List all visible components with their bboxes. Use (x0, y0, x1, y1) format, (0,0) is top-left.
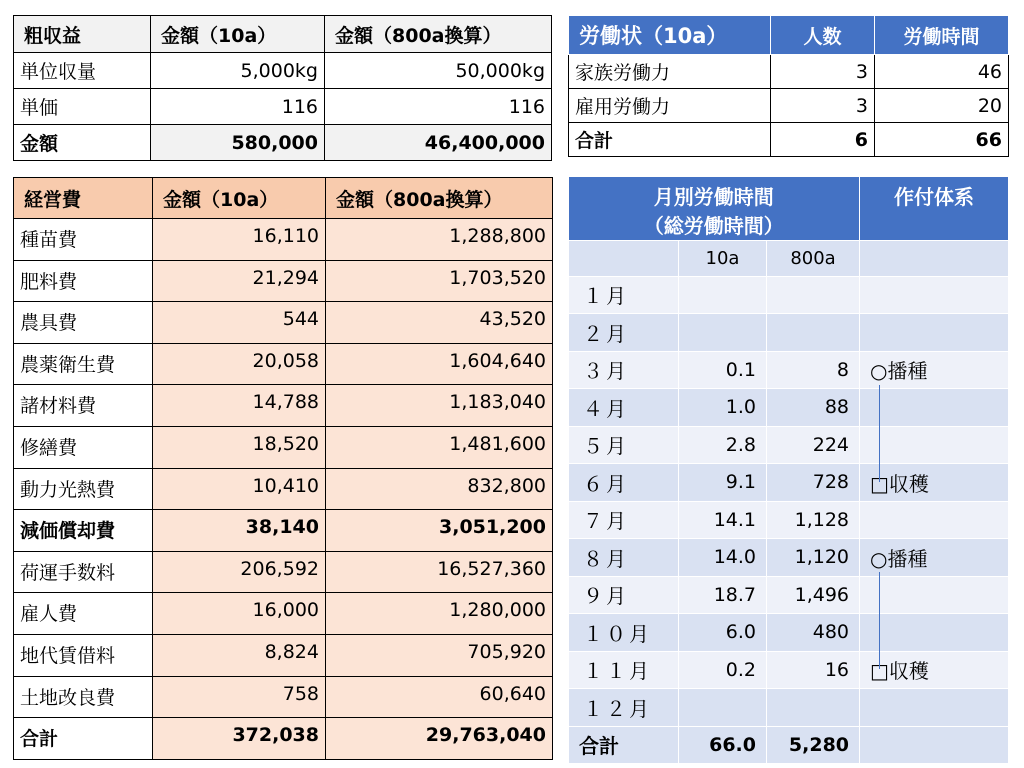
value-800a: 480 (767, 614, 860, 652)
value-10a (679, 689, 767, 727)
value-800a: 832,800 (326, 468, 553, 510)
value-10a: 16,110 (153, 219, 326, 261)
month-label: ６月 (569, 464, 679, 502)
table-row (14, 718, 553, 760)
value-10a: 116 (151, 89, 325, 125)
table-row (569, 276, 1009, 314)
labor-table (568, 15, 1009, 157)
crop-stage (860, 501, 1009, 539)
table-row (14, 468, 553, 510)
value-800a: 1,481,600 (326, 426, 553, 468)
value-800a: 1,120 (767, 539, 860, 577)
column-header: 金額（10a） (151, 16, 325, 53)
row-label: 土地改良費 (14, 676, 153, 718)
value-800a: 43,520 (326, 302, 553, 344)
crop-period-line-1 (879, 385, 880, 482)
value-800a: 5,280 (767, 726, 860, 764)
row-label: 諸材料費 (14, 385, 153, 427)
row-label: 地代賃借料 (14, 634, 153, 676)
table-header-row (569, 177, 1009, 240)
table-header-row (569, 16, 1009, 55)
table-row (569, 314, 1009, 352)
table-row (14, 343, 553, 385)
labor-hours: 66 (875, 123, 1009, 157)
month-label: １月 (569, 276, 679, 314)
table-row (14, 426, 553, 468)
value-10a: 544 (153, 302, 326, 344)
row-label: 荷運手数料 (14, 551, 153, 593)
table-row (569, 389, 1009, 427)
value-10a: 18.7 (679, 576, 767, 614)
value-800a: 60,640 (326, 676, 553, 718)
value-10a (679, 314, 767, 352)
value-10a: 14.1 (679, 501, 767, 539)
operating-cost-table (13, 177, 553, 760)
people-count: 3 (771, 55, 875, 89)
table-row (14, 634, 553, 676)
row-label: 動力光熱費 (14, 468, 153, 510)
table-row (569, 501, 1009, 539)
column-header: 金額（800a換算） (326, 178, 553, 219)
crop-stage (860, 576, 1009, 614)
value-800a: 705,920 (326, 634, 553, 676)
month-label: １１月 (569, 651, 679, 689)
table-row (14, 676, 553, 718)
value-10a: 18,520 (153, 426, 326, 468)
table-row (14, 551, 553, 593)
value-800a: 1,128 (767, 501, 860, 539)
table-row (569, 55, 1009, 89)
crop-stage (860, 614, 1009, 652)
value-800a: 1,703,520 (326, 260, 553, 302)
table-row (569, 576, 1009, 614)
table-row (569, 89, 1009, 123)
value-10a (679, 276, 767, 314)
value-800a: 1,604,640 (326, 343, 553, 385)
month-label: ９月 (569, 576, 679, 614)
row-label: 農薬衛生費 (14, 343, 153, 385)
header-line: （総労働時間） (643, 214, 784, 238)
row-label: 肥料費 (14, 260, 153, 302)
value-800a (767, 314, 860, 352)
value-800a: 116 (325, 89, 552, 125)
value-10a: 14.0 (679, 539, 767, 577)
value-10a: 0.2 (679, 651, 767, 689)
table-row-total (569, 123, 1009, 157)
value-800a: 50,000kg (325, 53, 552, 89)
value-10a: 758 (153, 676, 326, 718)
header-line: 月別労働時間 (653, 185, 774, 209)
value-10a: 206,592 (153, 551, 326, 593)
value-800a: 224 (767, 426, 860, 464)
value-800a: 8 (767, 351, 860, 389)
value-10a: 14,788 (153, 385, 326, 427)
column-header: 人数 (771, 16, 875, 55)
value-800a: 46,400,000 (325, 125, 552, 161)
labor-hours: 46 (875, 55, 1009, 89)
table-row (569, 464, 1009, 502)
table-row (569, 426, 1009, 464)
row-label: 合計 (569, 123, 771, 157)
table-row (14, 593, 553, 635)
people-count: 3 (771, 89, 875, 123)
table-row (14, 260, 553, 302)
value-800a (767, 276, 860, 314)
month-label: ７月 (569, 501, 679, 539)
column-header: 労働状（10a） (569, 16, 771, 55)
value-10a: 21,294 (153, 260, 326, 302)
row-label: 雇人費 (14, 593, 153, 635)
value-10a: 5,000kg (151, 53, 325, 89)
value-800a: 16,527,360 (326, 551, 553, 593)
value-800a: 1,183,040 (326, 385, 553, 427)
table-row (14, 302, 553, 344)
crop-stage: □収穫 (860, 651, 1009, 689)
column-header: 金額（800a換算） (325, 16, 552, 53)
crop-stage (860, 276, 1009, 314)
monthly-hours-header (569, 177, 860, 240)
empty-cell (860, 240, 1009, 276)
row-label: 種苗費 (14, 219, 153, 261)
table-row (569, 651, 1009, 689)
table-row (14, 510, 553, 552)
crop-stage (860, 426, 1009, 464)
value-10a: 372,038 (153, 718, 326, 760)
column-header: 粗収益 (14, 16, 151, 53)
column-header: 経営費 (14, 178, 153, 219)
column-header: 金額（10a） (153, 178, 326, 219)
value-800a: 1,280,000 (326, 593, 553, 635)
empty-cell (860, 726, 1009, 764)
table-row (569, 614, 1009, 652)
value-800a: 88 (767, 389, 860, 427)
row-label: 単位収量 (14, 53, 151, 89)
value-800a: 29,763,040 (326, 718, 553, 760)
column-header: 労働時間 (875, 16, 1009, 55)
row-label: 雇用労働力 (569, 89, 771, 123)
value-10a: 10,410 (153, 468, 326, 510)
crop-system-header: 作付体系 (860, 177, 1009, 240)
month-label: ５月 (569, 426, 679, 464)
value-800a (767, 689, 860, 727)
crop-period-line-2 (879, 572, 880, 669)
value-10a: 0.1 (679, 351, 767, 389)
table-header-row (14, 16, 552, 53)
table-header-row (14, 178, 553, 219)
month-label: １２月 (569, 689, 679, 727)
value-10a: 16,000 (153, 593, 326, 635)
gross-revenue-table (13, 15, 552, 161)
table-row (14, 89, 552, 125)
table-row (14, 53, 552, 89)
column-header: 800a (767, 240, 860, 276)
value-10a: 38,140 (153, 510, 326, 552)
column-header: 10a (679, 240, 767, 276)
monthly-labor-table (568, 177, 1009, 764)
people-count: 6 (771, 123, 875, 157)
crop-stage (860, 389, 1009, 427)
value-10a: 20,058 (153, 343, 326, 385)
value-10a: 1.0 (679, 389, 767, 427)
value-10a: 9.1 (679, 464, 767, 502)
table-row (569, 539, 1009, 577)
month-label: ８月 (569, 539, 679, 577)
value-10a: 6.0 (679, 614, 767, 652)
row-label: 修繕費 (14, 426, 153, 468)
table-row (14, 219, 553, 261)
value-10a: 66.0 (679, 726, 767, 764)
table-row (14, 385, 553, 427)
crop-stage (860, 314, 1009, 352)
empty-cell (569, 240, 679, 276)
table-row (569, 689, 1009, 727)
row-label: 単価 (14, 89, 151, 125)
crop-stage: ○播種 (860, 539, 1009, 577)
value-10a: 8,824 (153, 634, 326, 676)
value-800a: 728 (767, 464, 860, 502)
month-label: ２月 (569, 314, 679, 352)
value-800a: 1,496 (767, 576, 860, 614)
crop-stage (860, 689, 1009, 727)
row-label: 金額 (14, 125, 151, 161)
row-label: 家族労働力 (569, 55, 771, 89)
value-800a: 16 (767, 651, 860, 689)
sub-header-row (569, 240, 1009, 276)
row-label: 合計 (14, 718, 153, 760)
table-row-total (569, 726, 1009, 764)
month-label: ３月 (569, 351, 679, 389)
crop-stage: ○播種 (860, 351, 1009, 389)
crop-stage: □収穫 (860, 464, 1009, 502)
value-10a: 580,000 (151, 125, 325, 161)
value-800a: 3,051,200 (326, 510, 553, 552)
table-row (569, 351, 1009, 389)
value-800a: 1,288,800 (326, 219, 553, 261)
month-label: ４月 (569, 389, 679, 427)
row-label: 合計 (569, 726, 679, 764)
value-10a: 2.8 (679, 426, 767, 464)
row-label: 減価償却費 (14, 510, 153, 552)
labor-hours: 20 (875, 89, 1009, 123)
row-label: 農具費 (14, 302, 153, 344)
table-row-total (14, 125, 552, 161)
month-label: １０月 (569, 614, 679, 652)
